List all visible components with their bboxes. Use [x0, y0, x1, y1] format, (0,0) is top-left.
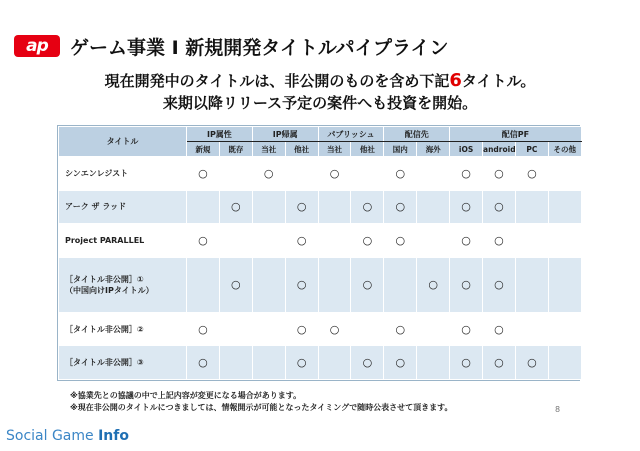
mark-cell: ○ — [515, 157, 548, 191]
lead-line-1-after: タイトル。 — [461, 72, 536, 90]
table-row — [59, 312, 582, 346]
mark-cell — [219, 157, 252, 191]
lead-line-1 — [0, 70, 640, 91]
mark-cell — [548, 257, 581, 312]
mark-cell — [219, 312, 252, 346]
title-name-cell — [59, 224, 187, 258]
subheader-ip-own: 当社 — [252, 142, 285, 157]
mark-cell: ○ — [187, 346, 220, 380]
mark-cell — [252, 190, 285, 224]
pipeline-table — [57, 125, 580, 381]
mark-cell: ○ — [318, 312, 351, 346]
mark-cell — [515, 312, 548, 346]
mark-cell — [417, 312, 450, 346]
mark-cell: ○ — [384, 312, 417, 346]
table-row — [59, 224, 582, 258]
mark-cell: ○ — [450, 312, 483, 346]
mark-cell: ○ — [483, 224, 516, 258]
mark-cell — [384, 257, 417, 312]
mark-cell: ○ — [285, 224, 318, 258]
mark-cell — [548, 224, 581, 258]
mark-cell — [417, 224, 450, 258]
group-header-publish: パブリッシュ — [318, 127, 384, 142]
mark-cell: ○ — [285, 257, 318, 312]
mark-cell: ○ — [384, 346, 417, 380]
mark-cell: ○ — [285, 346, 318, 380]
mark-cell — [548, 312, 581, 346]
mark-cell: ○ — [187, 224, 220, 258]
mark-cell: ○ — [450, 190, 483, 224]
title-name-cell — [59, 257, 187, 312]
subheader-existing: 既存 — [219, 142, 252, 157]
group-header-ip-ownership: IP帰属 — [252, 127, 318, 142]
mark-cell — [548, 346, 581, 380]
mark-cell: ○ — [483, 190, 516, 224]
mark-cell — [252, 312, 285, 346]
mark-cell — [351, 157, 384, 191]
mark-cell — [219, 224, 252, 258]
footnote-1: ※協業先との協議の中で上記内容が変更になる場合があります。 — [70, 391, 302, 400]
subheader-android: android — [483, 142, 516, 157]
watermark-text-bold: Info — [98, 428, 129, 444]
mark-cell — [515, 190, 548, 224]
mark-cell — [187, 190, 220, 224]
subheader-other: その他 — [548, 142, 581, 157]
mark-cell — [351, 312, 384, 346]
mark-cell: ○ — [483, 312, 516, 346]
mark-cell: ○ — [384, 157, 417, 191]
title-name: シンエンレジスト — [65, 168, 129, 178]
subheader-overseas: 海外 — [417, 142, 450, 157]
mark-cell — [318, 224, 351, 258]
subheader-ip-other: 他社 — [285, 142, 318, 157]
group-header-platform: 配信PF — [450, 127, 582, 142]
mark-cell: ○ — [351, 346, 384, 380]
table-row — [59, 157, 582, 191]
mark-cell: ○ — [384, 224, 417, 258]
title-name-cell — [59, 346, 187, 380]
mark-cell: ○ — [450, 257, 483, 312]
mark-cell — [417, 157, 450, 191]
mark-cell: ○ — [417, 257, 450, 312]
slide-title: ゲーム事業 I 新規開発タイトルパイプライン — [70, 36, 449, 59]
mark-cell: ○ — [285, 190, 318, 224]
mark-cell — [515, 224, 548, 258]
footnotes — [70, 390, 453, 414]
footnote-2: ※現在非公開のタイトルにつきましては、情報開示が可能となったタイミングで随時公表させて頂きます。 — [70, 403, 453, 412]
mark-cell — [318, 346, 351, 380]
mark-cell — [187, 257, 220, 312]
subheader-pc: PC — [515, 142, 548, 157]
table-row — [59, 346, 582, 380]
mark-cell: ○ — [187, 312, 220, 346]
mark-cell: ○ — [219, 190, 252, 224]
mark-cell: ○ — [450, 157, 483, 191]
slide-header — [14, 32, 448, 60]
mark-cell — [252, 346, 285, 380]
company-logo: ap — [14, 35, 60, 57]
mark-cell: ○ — [219, 257, 252, 312]
mark-cell — [318, 190, 351, 224]
group-header-ip-attribute: IP属性 — [187, 127, 253, 142]
mark-cell: ○ — [351, 257, 384, 312]
mark-cell: ○ — [318, 157, 351, 191]
mark-cell — [548, 157, 581, 191]
title-name-cell — [59, 157, 187, 191]
title-name-cell — [59, 312, 187, 346]
subheader-publish-other: 他社 — [351, 142, 384, 157]
mark-cell — [252, 257, 285, 312]
title-name: ［タイトル非公開］② — [65, 324, 144, 334]
mark-cell: ○ — [483, 257, 516, 312]
mark-cell — [318, 257, 351, 312]
mark-cell — [285, 157, 318, 191]
title-name: ［タイトル非公開］③ — [65, 358, 144, 368]
lead-line-1-before: 現在開発中のタイトルは、非公開のものを含め下記 — [104, 72, 450, 90]
table-row — [59, 190, 582, 224]
lead-highlight-number: 6 — [449, 70, 462, 91]
mark-cell: ○ — [450, 346, 483, 380]
mark-cell — [417, 190, 450, 224]
table-row — [59, 257, 582, 312]
mark-cell: ○ — [483, 346, 516, 380]
title-name: ［タイトル非公開］① — [65, 274, 144, 284]
title-name: Project PARALLEL — [65, 235, 145, 245]
title-name-cell — [59, 190, 187, 224]
mark-cell: ○ — [483, 157, 516, 191]
lead-line-2: 来期以降リリース予定の案件へも投資を開始。 — [162, 94, 478, 112]
watermark-text: Social Game — [6, 428, 99, 444]
subheader-publish-own: 当社 — [318, 142, 351, 157]
group-header-region: 配信先 — [384, 127, 450, 142]
title-name: アーク ザ ラッド — [65, 202, 127, 212]
title-column-header: タイトル — [59, 127, 187, 157]
mark-cell: ○ — [450, 224, 483, 258]
mark-cell: ○ — [187, 157, 220, 191]
mark-cell — [515, 257, 548, 312]
mark-cell — [219, 346, 252, 380]
mark-cell: ○ — [252, 157, 285, 191]
mark-cell — [252, 224, 285, 258]
watermark — [6, 428, 129, 444]
mark-cell: ○ — [515, 346, 548, 380]
title-name-sub: （中国向けIPタイトル） — [65, 285, 154, 295]
subheader-ios: iOS — [450, 142, 483, 157]
mark-cell: ○ — [285, 312, 318, 346]
mark-cell — [417, 346, 450, 380]
mark-cell: ○ — [351, 224, 384, 258]
subheader-new: 新規 — [187, 142, 220, 157]
page-number: 8 — [555, 405, 561, 414]
mark-cell — [548, 190, 581, 224]
mark-cell: ○ — [384, 190, 417, 224]
mark-cell: ○ — [351, 190, 384, 224]
subheader-domestic: 国内 — [384, 142, 417, 157]
